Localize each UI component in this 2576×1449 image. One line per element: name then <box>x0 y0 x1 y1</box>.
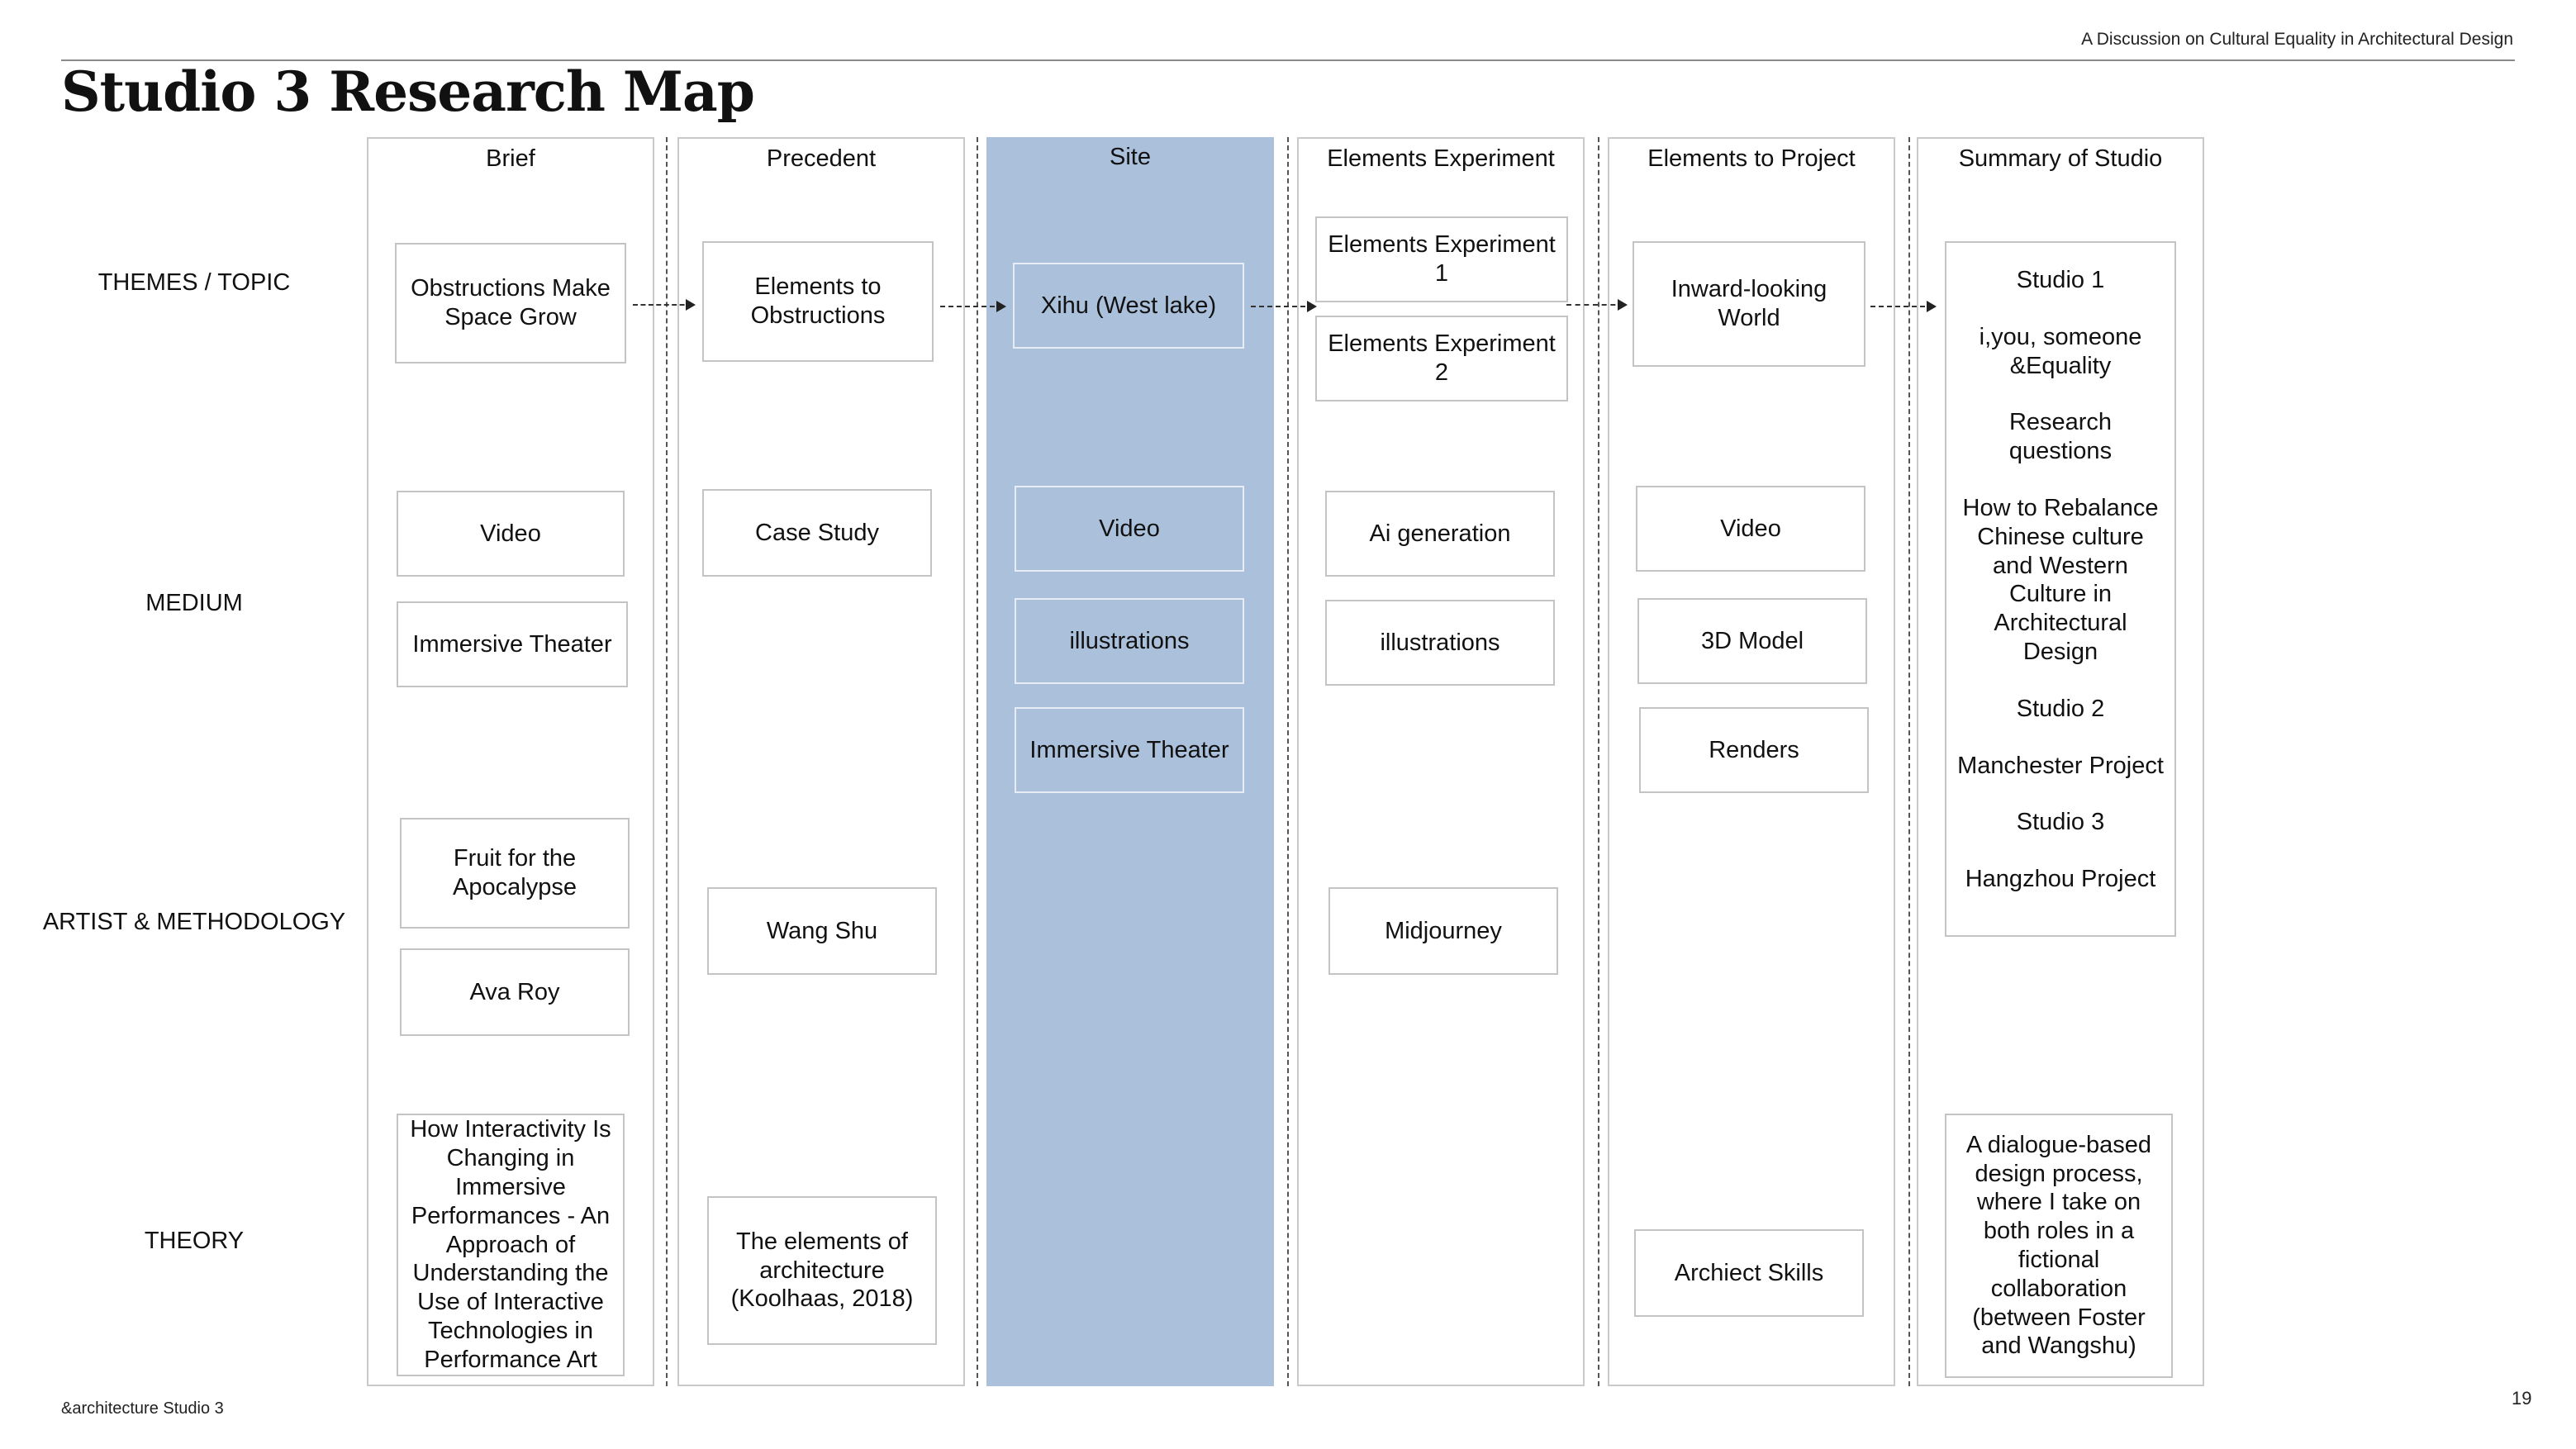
project-box-video: Video <box>1636 486 1865 572</box>
experiment-box-ai-generation: Ai generation <box>1325 491 1555 577</box>
column-site <box>986 137 1274 1386</box>
site-box-immersive-theater: Immersive Theater <box>1015 707 1244 793</box>
column-separator <box>666 137 668 1386</box>
brief-box-video: Video <box>397 491 625 577</box>
precedent-box-elements-architecture: The elements of architecture (Koolhaas, 2018) <box>707 1196 937 1345</box>
summary-item: Studio 3 <box>2016 809 2105 836</box>
arrow-right-icon <box>1870 306 1933 307</box>
summary-item: Manchester Project <box>1957 752 2164 779</box>
column-precedent <box>677 137 965 1386</box>
project-box-archiect-skills: Archiect Skills <box>1634 1229 1864 1317</box>
page-title: Studio 3 Research Map <box>61 59 754 124</box>
brief-box-fruit-apocalypse: Fruit for the Apocalypse <box>400 818 630 929</box>
site-box-illustrations: illustrations <box>1015 598 1244 684</box>
row-label-medium: MEDIUM <box>145 590 243 616</box>
summary-item: Studio 1 <box>2016 267 2105 293</box>
page-number: 19 <box>2512 1388 2532 1409</box>
brief-box-ava-roy: Ava Roy <box>400 948 630 1036</box>
brief-box-immersive-theater: Immersive Theater <box>397 601 628 687</box>
column-separator <box>977 137 978 1386</box>
experiment-box-1: Elements Experiment 1 <box>1315 216 1568 302</box>
arrow-right-icon <box>940 306 1003 307</box>
brief-box-theory-interactivity: How Interactivity Is Changing in Immersive Performances - An Approach of Understanding the Use of Interactive Technologies in Performance Art <box>397 1114 625 1376</box>
column-separator <box>1908 137 1910 1386</box>
column-separator <box>1598 137 1599 1386</box>
summary-item: How to Rebalance Chinese culture and Western Culture in Architectural Design <box>1962 494 2159 665</box>
column-title-summary: Summary of Studio <box>1958 145 2163 172</box>
column-title-elements-to-project: Elements to Project <box>1647 145 1856 172</box>
row-label-theory: THEORY <box>144 1228 245 1254</box>
precedent-box-case-study: Case Study <box>702 489 932 577</box>
precedent-box-wang-shu: Wang Shu <box>707 887 937 975</box>
row-label-themes: THEMES / TOPIC <box>97 269 291 296</box>
column-elements-experiment <box>1297 137 1585 1386</box>
footer-studio-label: &architecture Studio 3 <box>61 1399 224 1418</box>
site-box-video: Video <box>1015 486 1244 572</box>
experiment-box-2: Elements Experiment 2 <box>1315 316 1568 401</box>
header-subtitle: A Discussion on Cultural Equality in Architectural Design <box>2081 30 2513 49</box>
column-title-elements-experiment: Elements Experiment <box>1327 145 1555 172</box>
site-box-xihu: Xihu (West lake) <box>1013 263 1244 349</box>
column-title-brief: Brief <box>486 145 535 172</box>
summary-item: Research questions <box>2008 409 2113 465</box>
summary-item: Studio 2 <box>2016 695 2105 722</box>
precedent-box-elements-obstructions: Elements to Obstructions <box>702 241 934 362</box>
summary-item: i,you, someone &Equality <box>1979 323 2142 379</box>
column-title-site: Site <box>1110 144 1151 170</box>
summary-item: Hangzhou Project <box>1965 866 2156 893</box>
arrow-right-icon <box>633 304 692 306</box>
arrow-right-icon <box>1566 304 1624 306</box>
experiment-box-midjourney: Midjourney <box>1328 887 1558 975</box>
experiment-box-illustrations: illustrations <box>1325 600 1555 686</box>
column-brief <box>367 137 654 1386</box>
column-title-precedent: Precedent <box>766 145 877 172</box>
column-summary <box>1917 137 2204 1386</box>
column-elements-to-project <box>1608 137 1895 1386</box>
column-separator <box>1287 137 1289 1386</box>
project-box-renders: Renders <box>1639 707 1869 793</box>
arrow-right-icon <box>1251 306 1314 307</box>
project-box-3d-model: 3D Model <box>1637 598 1867 684</box>
project-box-inward-looking: Inward-looking World <box>1633 241 1865 367</box>
summary-box-studios <box>1945 241 2176 937</box>
summary-box-theory: A dialogue-based design process, where I take on both roles in a fictional collaboration (between Foster and Wangshu) <box>1945 1114 2173 1378</box>
brief-box-obstructions: Obstructions Make Space Grow <box>395 243 626 363</box>
row-label-artist: ARTIST & METHODOLOGY <box>42 909 346 935</box>
